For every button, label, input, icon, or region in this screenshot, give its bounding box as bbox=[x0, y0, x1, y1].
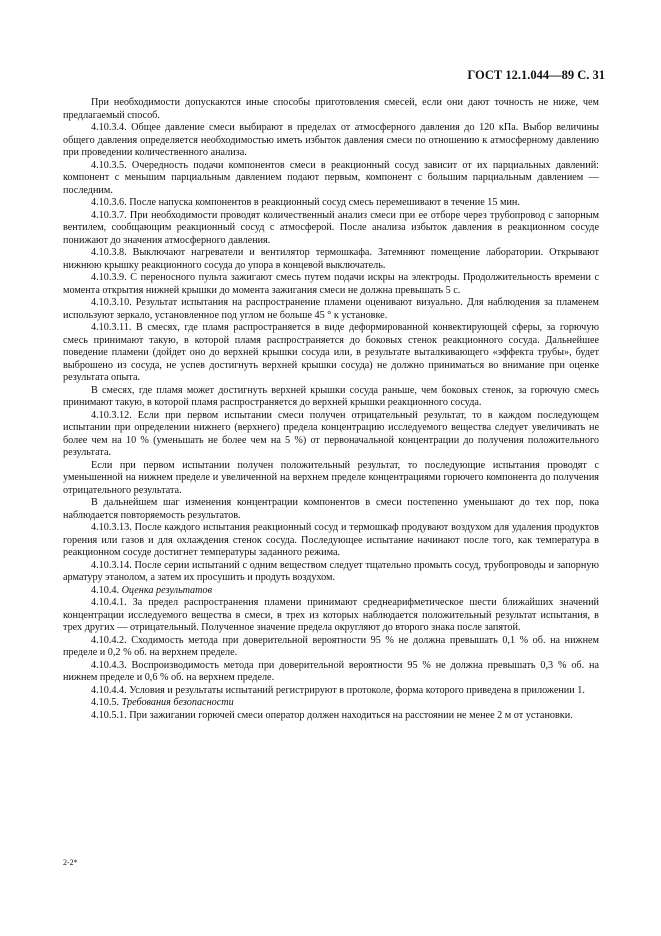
paragraph: 4.10.4.2. Сходимость метода при доверительной вероятности 95 % не должна превышать 0,1 % об. на нижнем пределе и 0,2 % об. на верхнем пределе. bbox=[63, 634, 599, 658]
section-title: Требования безопасности bbox=[121, 697, 234, 708]
paragraph: 4.10.3.14. После серии испытаний с одним веществом следует тщательно промыть сосуд, трубопроводы и запорную арматуру этанолом, а затем их просушить и продуть воздухом. bbox=[63, 559, 599, 583]
section-number: 4.10.5. bbox=[91, 697, 120, 708]
paragraph: В дальнейшем шаг изменения концентрации компонентов в смеси постепенно уменьшают до тех пор, пока наблюдается повторяемость результатов. bbox=[63, 497, 599, 521]
paragraph: 4.10.4.1. За предел распространения пламени принимают среднеарифметическое шести ближайших значений концентрации исследуемого вещества в смеси, в трех из которых наблюдается положительный результат испытания, в трех других — отрицательный. Полученное значение предела округляют до второго знака после запятой. bbox=[63, 597, 599, 633]
section-heading-results bbox=[63, 585, 599, 598]
paragraph: 4.10.3.9. С переносного пульта зажигают смесь путем подачи искры на электроды. Продолжительность времени с момента открытия нижней крышки до момента зажигания смеси не должна превышать 5 с. bbox=[63, 272, 599, 296]
paragraph: 4.10.4.3. Воспроизводимость метода при доверительной вероятности 95 % не должна превышать 0,3 % об. на нижнем пределе и 0,6 % об. на верхнем пределе. bbox=[63, 659, 599, 683]
paragraph: 4.10.3.5. Очередность подачи компонентов смеси в реакционный сосуд зависит от их парциальных давлений: компонент с меньшим парциальным давлением подают первым, компонент с большим парциальным давлением — последним. bbox=[63, 159, 599, 196]
paragraph: 4.10.3.7. При необходимости проводят количественный анализ смеси при ее отборе через трубопровод с запорным вентилем, сообщающим реакционный сосуд с атмосферой. После анализа избыток давления в реакционном сосуде понижают до значения атмосферного давления. bbox=[63, 209, 599, 246]
paragraph: 4.10.3.11. В смесях, где пламя распространяется в виде деформированной конвектирующей сферы, за горючую смесь принимают такую, в которой пламя распространяется до боковых стенок реакционного сосуда. Дальнейшее поведение пламени (дойдет оно до верхней крышки сосуда или, в результате выталкивающего «эффекта трубы», будет выброшено из сосуда, не успев достигнуть верхней крышки сосуда) не должно приниматься во внимание при оценке результата опыта. bbox=[63, 322, 599, 383]
section-number: 4.10.4. bbox=[91, 584, 120, 596]
paragraph: 4.10.5.1. При зажигании горючей смеси оператор должен находиться на расстоянии не менее 2 м от установки. bbox=[91, 709, 573, 721]
paragraph: В смесях, где пламя может достигнуть верхней крышки сосуда раньше, чем боковых стенок, за горючую смесь принимают такую, в которой пламя распространяется до верхней крышки реакционного сосуда. bbox=[63, 384, 599, 408]
paragraph: 4.10.3.6. После напуска компонентов в реакционный сосуд смесь перемешивают в течение 15 мин. bbox=[91, 197, 520, 208]
paragraph: 4.10.3.8. Выключают нагреватели и вентилятор термошкафа. Затемняют помещение лаборатории. Открывают нижнюю крышку реакционного сосуда до упора в концевой выключатель. bbox=[63, 247, 599, 271]
paragraph: 4.10.3.13. После каждого испытания реакционный сосуд и термошкаф продувают воздухом для удаления продуктов горения или газов и для охлаждения стенок сосуда. Последующее испытание начинают после того, как температура в реакционном сосуде достигнет температуры заданного режима. bbox=[63, 522, 599, 558]
paragraph: При необходимости допускаются иные способы приготовления смесей, если они дают точность не ниже, чем предлагаемый способ. bbox=[63, 97, 599, 121]
running-header: ГОСТ 12.1.044—89 С. 31 bbox=[467, 68, 605, 82]
paragraph: 4.10.4.4. Условия и результаты испытаний регистрируют в протоколе, форма которого приведена в приложении 1. bbox=[91, 684, 585, 696]
document-body bbox=[63, 97, 599, 722]
paragraph: 4.10.3.12. Если при первом испытании смеси получен отрицательный результат, то в каждом последующем испытании при определении нижнего (верхнего) предела концентрацию исследуемого вещества следует увеличивать не более чем на 10 % (уменьшать не более чем на 5 %) от первоначальной концентрации до получения положительного результата. bbox=[63, 409, 599, 458]
paragraph: 4.10.3.4. Общее давление смеси выбирают в пределах от атмосферного давления до 120 кПа. Выбор величины общего давления определяется необходимостью иметь избыток давления смеси по отношению к атмосферному давлению при проведении количественного анализа. bbox=[63, 122, 599, 158]
paragraph: 4.10.3.10. Результат испытания на распространение пламени оценивают визуально. Для наблюдения за пламенем используют зеркало, установленное под углом не больше 45 ° к установке. bbox=[63, 297, 599, 321]
footer-mark: 2-2* bbox=[63, 858, 78, 867]
paragraph: Если при первом испытании получен положительный результат, то последующие испытания проводят с уменьшенной на нижнем пределе и увеличенной на верхнем пределе концентрациями горючего компонента до получения отрицательного результата. bbox=[63, 459, 599, 496]
section-title: Оценка результатов bbox=[121, 584, 213, 596]
section-heading-safety bbox=[63, 697, 599, 710]
